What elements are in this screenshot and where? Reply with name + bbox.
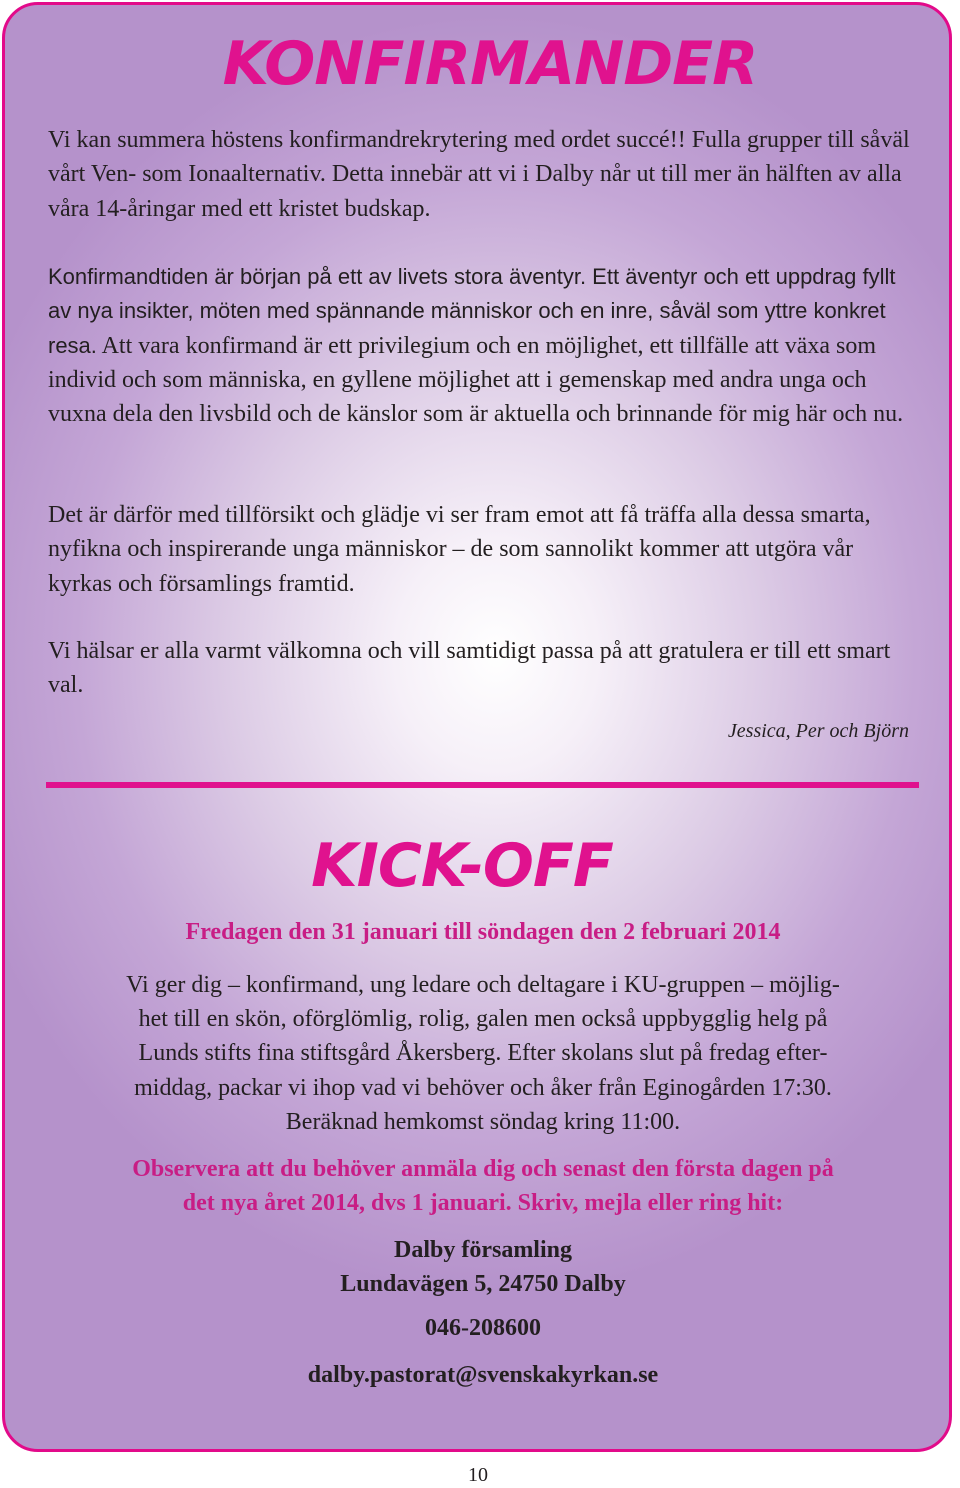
- kickoff-description-line: middag, packar vi ihop vad vi behöver och åker från Eginogården 17:30.: [134, 1074, 832, 1101]
- section-divider: [46, 782, 919, 788]
- kickoff-description-line: Vi ger dig – konfirmand, ung ledare och deltagare i KU-gruppen – möjlig-: [126, 972, 840, 998]
- konfirmander-title: KONFIRMANDER: [222, 29, 758, 99]
- confidence-paragraph: Det är därför med tillförsikt och glädje vi ser fram emot att få träffa alla dessa smarta, nyfikna och inspirerande unga människor – de som sannolikt kommer att utgöra vår kyrkas och församlings framtid.: [48, 502, 871, 597]
- kickoff-title: KICK-OFF: [311, 831, 613, 901]
- kickoff-dates: Fredagen den 31 januari till söndagen den 2 februari 2014: [185, 919, 781, 945]
- contact-address: [45, 1233, 921, 1301]
- page-number: 10: [468, 1464, 488, 1486]
- welcome-paragraph: Vi hälsar er alla varmt välkomna och vill samtidigt passa på att gratulera er till ett smart val.: [48, 638, 891, 699]
- adventure-paragraph-sans: Konfirmandtiden är början på ett av livets stora äventyr. Ett äventyr och ett uppdrag fyllt av nya insikter, möten med spännande människor och en inre, såväl som yttre konkret resa.: [48, 264, 896, 358]
- adventure-paragraph-serif: Att vara konfirmand är ett privilegium och en möjlighet, ett tillfälle att växa som individ och som människa, en gyllene möjlighet att i gemenskap med andra unga och vuxna dela den livsbild och de känslor som är aktuella och brinnande för mig här och nu.: [48, 332, 904, 428]
- intro-paragraph: Vi kan summera höstens konfirmandrekrytering med ordet succé!! Fulla grupper till såväl vårt Ven- som Ionaalternativ. Detta innebär att vi i Dalby når ut till mer än hälften av alla våra 14-åringar med ett kristet budskap.: [48, 127, 910, 222]
- signature: Jessica, Per och Björn: [727, 720, 909, 742]
- contact-email: dalby.pastorat@svenskakyrkan.se: [307, 1362, 659, 1388]
- registration-notice-line: det nya året 2014, dvs 1 januari. Skriv, mejla eller ring hit:: [182, 1190, 784, 1216]
- bulletin-panel: [2, 2, 952, 1452]
- street-address: Lundavägen 5, 24750 Dalby: [340, 1271, 626, 1297]
- kickoff-description-line: Beräknad hemkomst söndag kring 11:00.: [285, 1108, 681, 1135]
- adventure-paragraph: [48, 260, 918, 431]
- parish-name: Dalby församling: [393, 1237, 572, 1263]
- contact-phone: 046-208600: [425, 1315, 541, 1341]
- registration-notice-line: Observera att du behöver anmäla dig och senast den första dagen på: [132, 1156, 834, 1182]
- kickoff-description-line: het till en skön, oförglömlig, rolig, galen men också uppbygglig helg på: [138, 1006, 828, 1033]
- registration-notice: [45, 1152, 921, 1220]
- kickoff-description: [45, 968, 921, 1139]
- kickoff-description-line: Lunds stifts fina stiftsgård Åkersberg. Efter skolans slut på fredag efter-: [138, 1040, 828, 1067]
